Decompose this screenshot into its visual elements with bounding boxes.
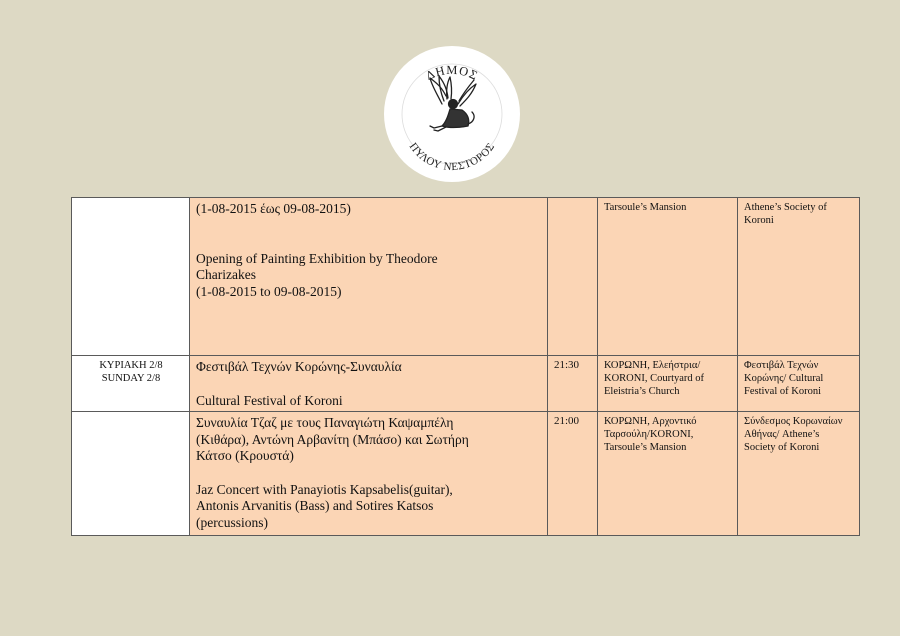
date-cell: [72, 356, 190, 412]
event-gr-line: Συναυλία Τζαζ με τους Παναγιώτη Καψαμπέλη: [196, 415, 454, 430]
organizer-line: Koroni: [744, 215, 774, 226]
table-row: [72, 198, 860, 356]
organizer-line: Φεστιβάλ Τεχνών: [744, 360, 819, 371]
organizer-cell: [738, 198, 860, 356]
place-line: Tarsoule’s Mansion: [604, 442, 687, 453]
place-line: Tarsoule’s Mansion: [604, 202, 687, 213]
event-cell: [190, 356, 548, 412]
organizer-cell: [738, 412, 860, 536]
organizer-line: Σύνδεσμος Κορωναίων: [744, 416, 843, 427]
event-gr-line: Κάτσο (Κρουστά): [196, 448, 294, 463]
event-gr-line: (1-08-2015 έως 09-08-2015): [196, 201, 351, 216]
event-en-line: Cultural Festival of Koroni: [196, 392, 343, 408]
organizer-cell: [738, 356, 860, 412]
organizer-line: Αθήνας/ Athene’s: [744, 429, 820, 440]
place-line: ΚΟΡΩΝΗ, Ελεήστρια/: [604, 360, 701, 371]
date-gr: ΚΥΡΙΑΚΗ 2/8: [99, 360, 163, 371]
organizer-line: Athene’s Society of: [744, 202, 827, 213]
event-en-line: Opening of Painting Exhibition by Theodore: [196, 250, 438, 266]
event-en-line: Antonis Arvanitis (Bass) and Sotires Katsos: [196, 498, 434, 513]
municipality-logo: [384, 46, 520, 182]
event-gr-line: (Κιθάρα), Αντώνη Αρβανίτη (Μπάσο) και Σωτήρη: [196, 431, 469, 447]
event-en-line: (1-08-2015 to 09-08-2015): [196, 283, 342, 299]
place-cell: [598, 198, 738, 356]
place-cell: [598, 412, 738, 536]
svg-text:ΠΥΛΟΥ ΝΕΣΤΟΡΟΣ: ΠΥΛΟΥ ΝΕΣΤΟΡΟΣ: [406, 140, 498, 174]
time-cell: 21:30: [548, 356, 598, 412]
event-en-line: Charizakes: [196, 267, 256, 282]
table-row: [72, 412, 860, 536]
event-cell: [190, 198, 548, 356]
event-en-line: (percussions): [196, 514, 268, 530]
date-cell: [72, 412, 190, 536]
place-line: Eleistria’s Church: [604, 386, 680, 397]
place-cell: [598, 356, 738, 412]
events-table: [71, 197, 860, 536]
date-cell: [72, 198, 190, 356]
date-en: SUNDAY 2/8: [101, 373, 161, 384]
svg-text:ΔΗΜΟΣ: ΔΗΜΟΣ: [423, 62, 481, 84]
place-line: Ταρσούλη/KORONI,: [604, 429, 694, 440]
organizer-line: Society of Koroni: [744, 442, 820, 453]
time-cell: [548, 198, 598, 356]
organizer-line: Κορώνης/ Cultural: [744, 373, 824, 384]
event-en-line: Jaz Concert with Panayiotis Kapsabelis(guitar),: [196, 481, 453, 497]
organizer-line: Festival of Koroni: [744, 386, 821, 397]
place-line: KORONI, Courtyard of: [604, 373, 705, 384]
table-row: [72, 356, 860, 412]
event-cell: [190, 412, 548, 536]
time-cell: 21:00: [548, 412, 598, 536]
event-gr-line: Φεστιβάλ Τεχνών Κορώνης-Συναυλία: [196, 359, 402, 374]
place-line: ΚΟΡΩΝΗ, Αρχοντικό: [604, 416, 697, 427]
